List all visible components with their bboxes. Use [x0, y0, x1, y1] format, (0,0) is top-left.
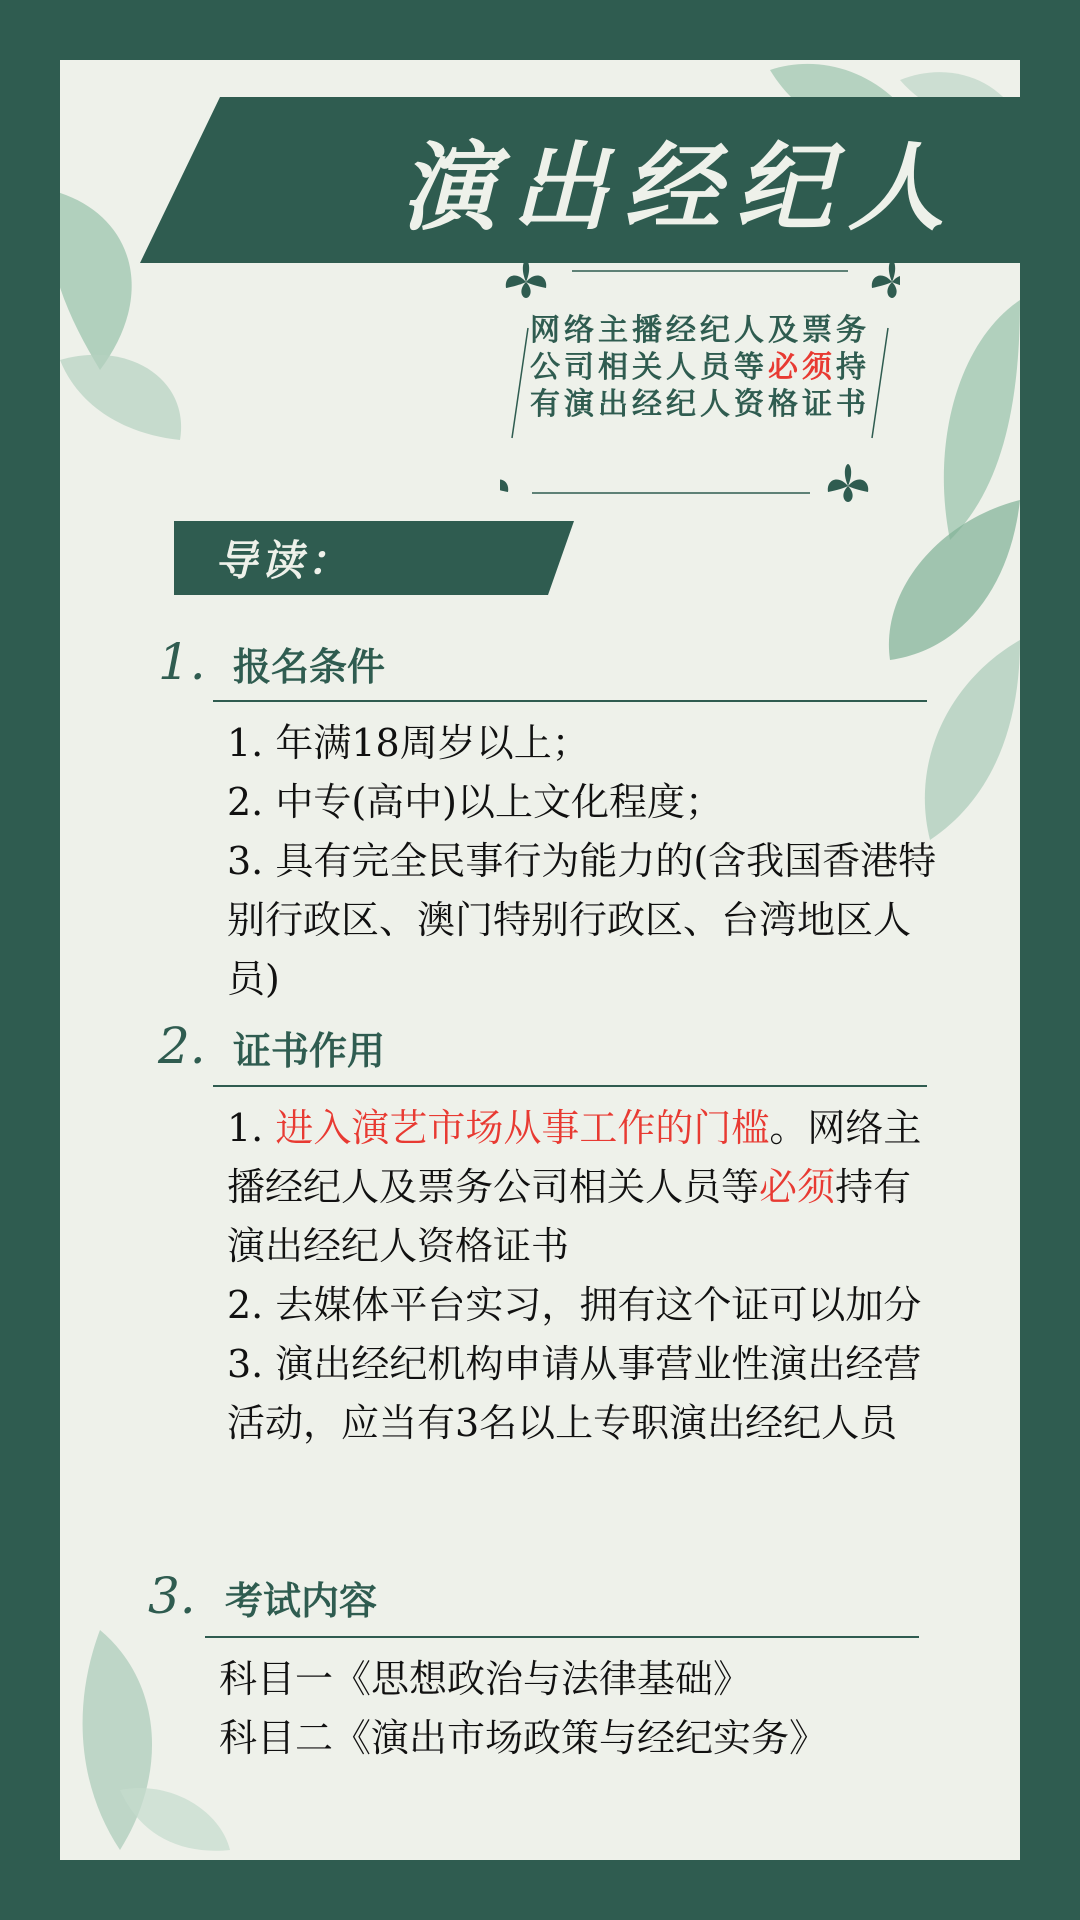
section-3-item-1: 科目一《思想政治与法律基础》 — [219, 1657, 752, 1701]
section-3-divider — [205, 1636, 919, 1638]
subtitle-part2: 持有演出经纪人资格证书 — [530, 350, 870, 422]
section-2-title: 证书作用 — [233, 1028, 386, 1073]
section-2-item-1-emphasis: 必须 — [759, 1165, 836, 1209]
title-banner — [140, 97, 1020, 263]
section-1-title: 报名条件 — [233, 644, 386, 689]
page-title: 演出经纪人 — [400, 131, 960, 244]
subtitle-part1: 网络主播经纪人及票务公司相关人员等 — [530, 313, 870, 385]
section-1-item-1: 1. 年满18周岁以上； — [227, 721, 590, 765]
section-2-item-1 — [227, 1099, 947, 1276]
section-1-number: 1. — [158, 633, 206, 691]
section-3-body — [219, 1650, 939, 1768]
section-2-item-3: 3. 演出经纪机构申请从事营业性演出经营活动，应当有3名以上专职演出经纪人员 — [227, 1342, 922, 1445]
section-2-number: 2. — [158, 1017, 206, 1075]
section-2-item-1-prefix: 1. — [227, 1106, 276, 1150]
section-2-item-2: 2. 去媒体平台实习，拥有这个证可以加分 — [227, 1283, 922, 1327]
section-1-item-3: 3. 具有完全民事行为能力的(含我国香港特别行政区、澳门特别行政区、台湾地区人员) — [227, 839, 937, 1001]
leaf-decoration-bottom-left — [60, 1620, 240, 1860]
section-2-body — [227, 1099, 947, 1453]
section-2-item-1-suffix: 持有演出经纪人资格证书 — [227, 1165, 912, 1268]
section-3-title: 考试内容 — [225, 1578, 378, 1623]
section-3-number: 3. — [148, 1567, 196, 1625]
section-2-item-1-middle: 。网络主播经纪人及票务公司相关人员等 — [227, 1106, 922, 1209]
section-1-body — [227, 714, 947, 1009]
guide-label: 导读： — [215, 536, 354, 585]
section-1-divider — [213, 700, 927, 702]
section-2-item-1-highlight: 进入演艺市场从事工作的门槛 — [275, 1106, 770, 1150]
subtitle-emphasis: 必须 — [768, 350, 836, 385]
section-3-item-2: 科目二《演出市场政策与经纪实务》 — [219, 1716, 828, 1760]
subtitle — [520, 312, 880, 423]
section-2-divider — [213, 1085, 927, 1087]
section-1-item-2: 2. 中专(高中)以上文化程度； — [227, 780, 723, 824]
